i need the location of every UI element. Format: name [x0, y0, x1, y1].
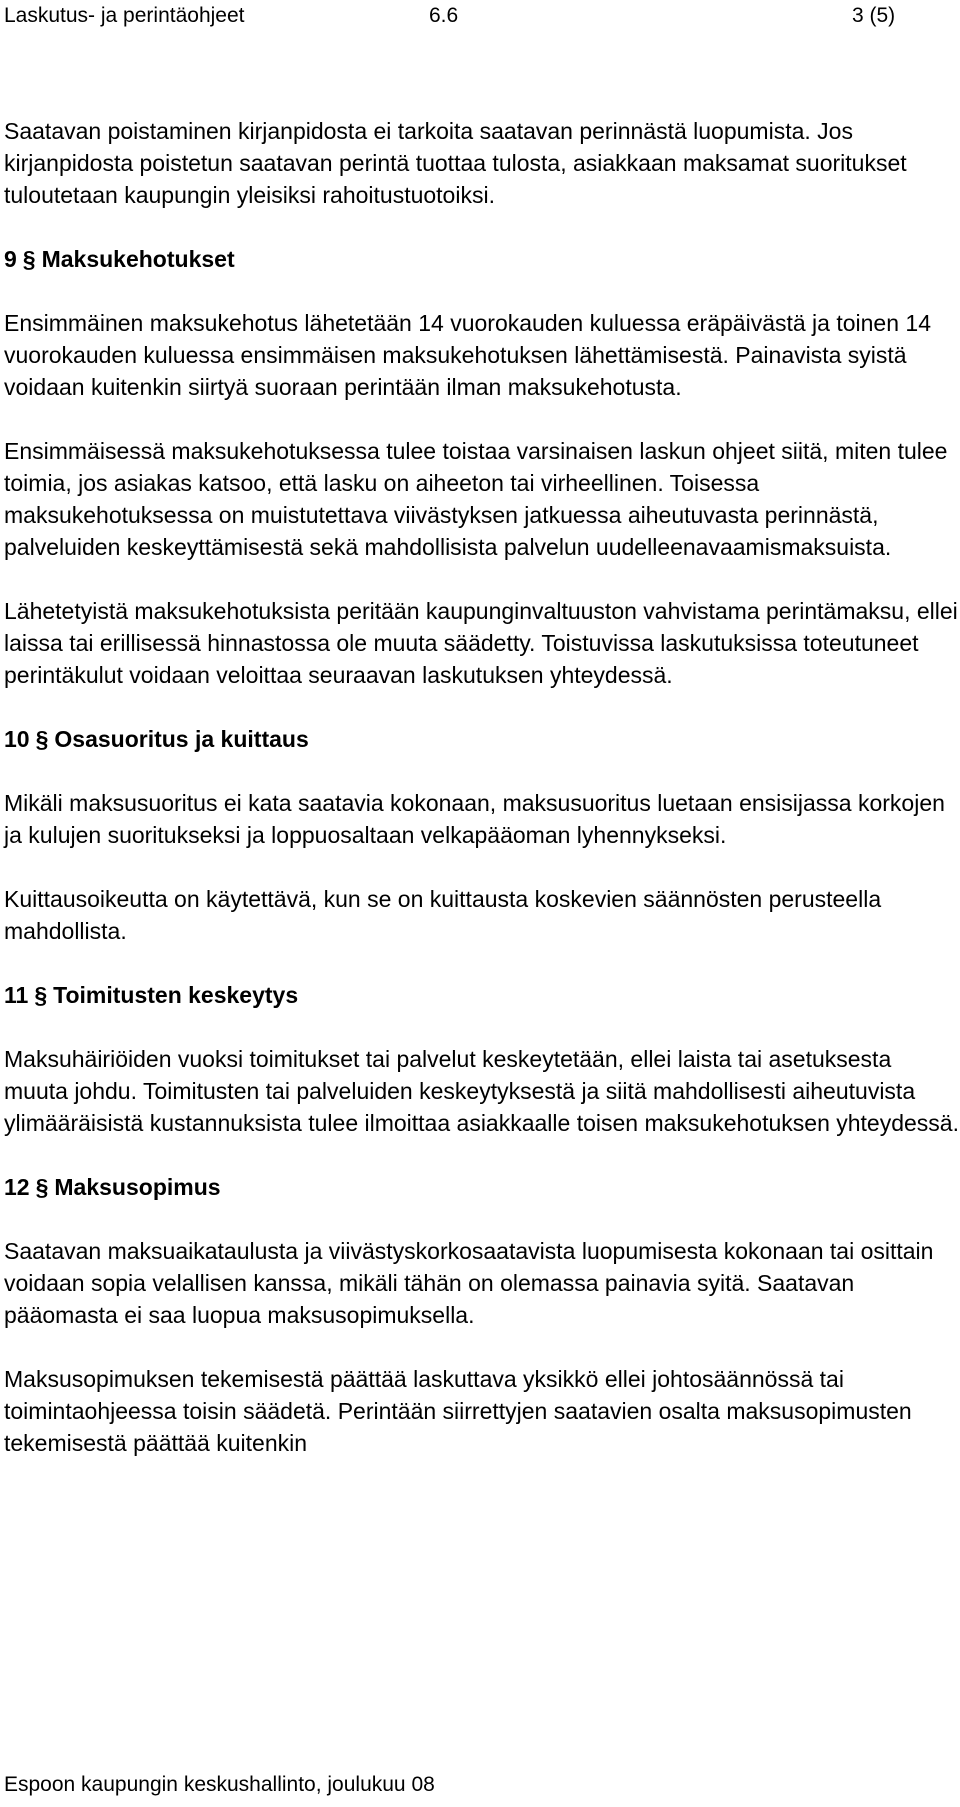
document-body	[4, 115, 959, 1491]
section-heading-12	[4, 1171, 959, 1203]
section-title: Toimitusten keskeytys	[53, 982, 299, 1008]
section-12-paragraph-1: Saatavan maksuaikataulusta ja viivästyskorkosaatavista luopumisesta kokonaan tai osittain voidaan sopia velallisen kanssa, mikäli tähän on olemassa painavia syitä. Saatavan pääomasta ei saa luopua maksusopimuksella.	[4, 1238, 934, 1328]
footer-text: Espoon kaupungin keskushallinto, joulukuu 08	[4, 1773, 435, 1796]
document-title: Laskutus- ja perintäohjeet	[4, 4, 245, 27]
section-9-paragraph-1: Ensimmäinen maksukehotus lähetetään 14 vuorokauden kuluessa eräpäivästä ja toinen 14 vuorokauden kuluessa ensimmäisen maksukehotuksen lähettämisestä. Painavista syistä voidaan kuitenkin siirtyä suoraan perintään ilman maksukehotusta.	[4, 310, 931, 400]
section-sign: §	[34, 982, 48, 1008]
section-10-paragraph-2: Kuittausoikeutta on käytettävä, kun se on kuittausta koskevien säännösten perusteella mahdollista.	[4, 886, 882, 944]
section-number: 10	[4, 726, 30, 752]
section-number: 11	[4, 982, 29, 1008]
section-title: Maksusopimus	[54, 1174, 221, 1200]
section-9-paragraph-3: Lähetetyistä maksukehotuksista peritään kaupunginvaltuuston vahvistama perintämaksu, ellei laissa tai erillisessä hinnastossa ole muuta säädetty. Toistuvissa laskutuksissa toteutuneet perintäkulut voidaan veloittaa seuraavan laskutuksen yhteydessä.	[4, 598, 958, 688]
page-number: 3 (5)	[852, 4, 896, 27]
section-12-paragraph-2: Maksusopimuksen tekemisestä päättää laskuttava yksikkö ellei johtosäännössä tai toimintaohjeessa toisin säädetä. Perintään siirrettyjen saatavien osalta maksusopimusten tekemisestä päättää kuitenkin	[4, 1366, 912, 1456]
intro-paragraph: Saatavan poistaminen kirjanpidosta ei tarkoita saatavan perinnästä luopumista. Jos kirjanpidosta poistetun saatavan perintä tuottaa tulosta, asiakkaan maksamat suoritukset tuloutetaan kaupungin yleisiksi rahoitustuotoiksi.	[4, 118, 907, 208]
section-number: 12	[4, 1174, 30, 1200]
page-header	[4, 0, 956, 44]
section-11-paragraph-1: Maksuhäiriöiden vuoksi toimitukset tai palvelut keskeytetään, ellei laista tai asetuksesta muuta johdu. Toimitusten tai palveluiden keskeytyksestä ja siitä mahdollisesti aiheutuvista ylimääräisistä kustannuksista tulee ilmoittaa asiakkaalle toisen maksukehotuksen yhteydessä.	[4, 1046, 959, 1136]
section-sign: §	[35, 1174, 49, 1200]
section-heading-10	[4, 723, 959, 755]
section-9-paragraph-2: Ensimmäisessä maksukehotuksessa tulee toistaa varsinaisen laskun ohjeet siitä, miten tulee toimia, jos asiakas katsoo, että lasku on aiheeton tai virheellinen. Toisessa maksukehotuksessa on muistutettava viivästyksen jatkuessa aiheutuvasta perinnästä, palveluiden keskeyttämisestä sekä mahdollisista palvelun uudelleenavaamismaksuista.	[4, 438, 948, 560]
section-title: Osasuoritus ja kuittaus	[54, 726, 309, 752]
section-heading-11	[4, 979, 959, 1011]
section-heading-9	[4, 243, 959, 275]
document-version: 6.6	[429, 4, 459, 27]
section-sign: §	[22, 246, 36, 272]
section-10-paragraph-1: Mikäli maksusuoritus ei kata saatavia kokonaan, maksusuoritus luetaan ensisijassa korkojen ja kulujen suoritukseksi ja loppuosaltaan velkapääoman lyhennykseksi.	[4, 790, 945, 848]
section-sign: §	[35, 726, 49, 752]
section-number: 9	[4, 246, 17, 272]
section-title: Maksukehotukset	[41, 246, 235, 272]
page-footer	[4, 1771, 435, 1799]
